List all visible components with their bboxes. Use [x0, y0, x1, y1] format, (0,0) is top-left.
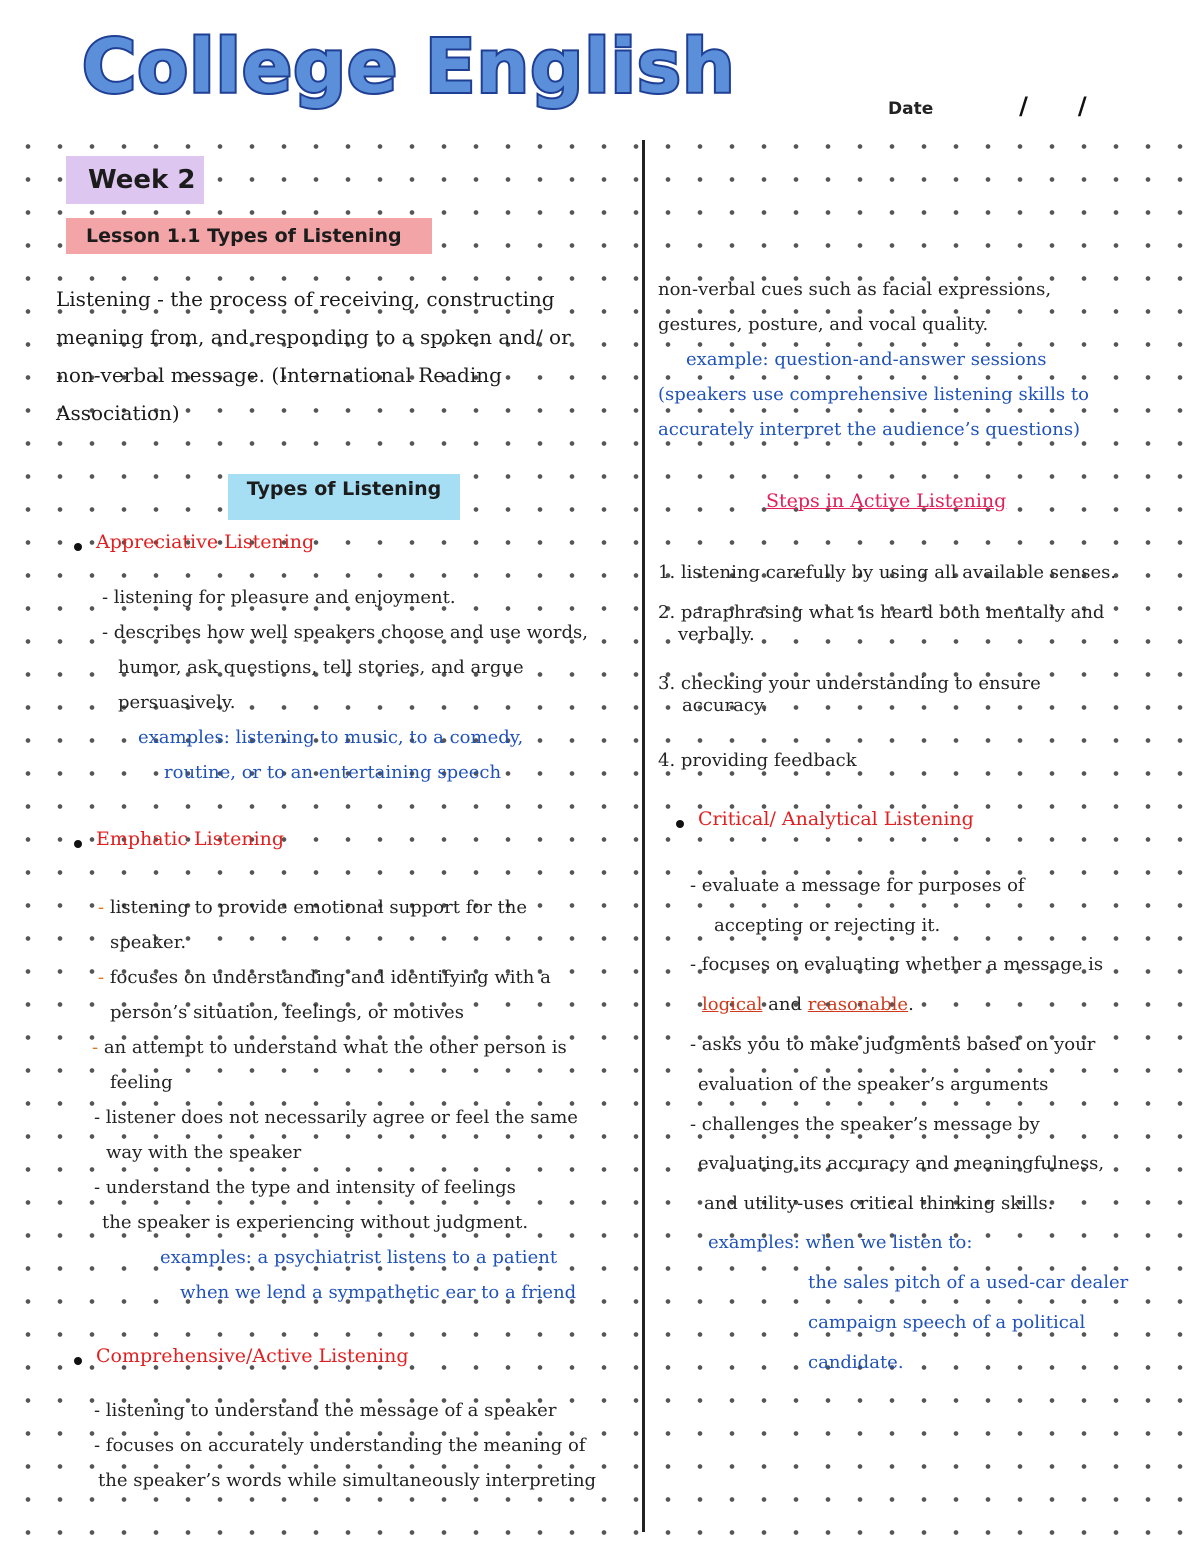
critical-heading: Critical/ Analytical Listening — [698, 808, 974, 830]
appreciative-line: - describes how well speakers choose and use words, — [102, 622, 588, 643]
definition-line: Association) — [56, 401, 180, 425]
reasonable-word: reasonable — [807, 994, 909, 1015]
appreciative-line: humor, ask questions, tell stories, and argue — [118, 657, 524, 678]
step-item — [658, 602, 1104, 646]
page-title: College English — [82, 24, 736, 110]
column-divider — [642, 140, 645, 1532]
step-line: accuracy. — [682, 695, 768, 716]
critical-line: - focuses on evaluating whether a message is — [690, 954, 1104, 975]
continued-line: gestures, posture, and vocal quality. — [658, 314, 989, 335]
step-item: 4. providing feedback — [658, 750, 857, 771]
step-line: 2. paraphrasing what is heard both mentally and — [658, 602, 1105, 623]
emphatic-line: way with the speaker — [106, 1142, 302, 1163]
critical-line: and utility-uses critical thinking skills. — [704, 1193, 1054, 1214]
comprehensive-line: - listening to understand the message of a speaker — [94, 1400, 557, 1421]
emphatic-heading: Emphatic Listening — [96, 828, 285, 850]
emphatic-line: - understand the type and intensity of feelings — [94, 1177, 516, 1198]
emphatic-line: person’s situation, feelings, or motives — [110, 1002, 464, 1023]
types-of-listening-heading: Types of Listening — [228, 474, 460, 520]
appreciative-heading: Appreciative Listening — [96, 531, 315, 553]
critical-line — [702, 987, 914, 1022]
appreciative-line: persuasively. — [118, 692, 236, 713]
critical-line: - challenges the speaker’s message by — [690, 1114, 1040, 1135]
comprehensive-line: - focuses on accurately understanding the meaning of — [94, 1435, 586, 1456]
orange-dash: - — [92, 1037, 99, 1058]
emphatic-line: feeling — [110, 1072, 173, 1093]
critical-examples-label: examples: when we listen to: — [708, 1232, 973, 1253]
emphatic-example: when we lend a sympathetic ear to a friend — [180, 1282, 577, 1303]
emphatic-line: - listener does not necessarily agree or feel the same — [94, 1107, 578, 1128]
emphatic-text: focuses on understanding and identifying with a — [109, 967, 551, 988]
and-word: and — [762, 994, 808, 1015]
orange-dash: - — [98, 897, 105, 918]
comprehensive-heading: Comprehensive/Active Listening — [96, 1345, 409, 1367]
critical-line: accepting or rejecting it. — [714, 915, 941, 936]
date-field — [888, 92, 1087, 120]
emphatic-line: speaker. — [110, 932, 187, 953]
period: . — [908, 994, 914, 1015]
emphatic-line — [98, 890, 527, 925]
bullet-icon — [74, 1357, 82, 1365]
date-separator: / — [1019, 92, 1028, 120]
critical-line: evaluation of the speaker’s arguments — [698, 1074, 1049, 1095]
orange-dash: - — [98, 967, 105, 988]
bullet-icon — [676, 820, 684, 828]
critical-line: - evaluate a message for purposes of — [690, 875, 1025, 896]
steps-heading: Steps in Active Listening — [766, 490, 1007, 512]
critical-line: evaluating its accuracy and meaningfulness, — [698, 1153, 1105, 1174]
appreciative-line: - listening for pleasure and enjoyment. — [102, 587, 456, 608]
definition-line: meaning from, and responding to a spoken and/ or — [56, 325, 571, 349]
critical-example: candidate. — [808, 1352, 904, 1373]
bullet-icon — [74, 543, 82, 551]
continued-line: non-verbal cues such as facial expressions, — [658, 279, 1052, 300]
emphatic-line — [92, 1030, 567, 1065]
appreciative-example: examples: listening to music, to a comedy, — [138, 727, 524, 748]
emphatic-text: an attempt to understand what the other person is — [103, 1037, 567, 1058]
critical-example: the sales pitch of a used-car dealer — [808, 1272, 1129, 1293]
bullet-icon — [74, 840, 82, 848]
step-item: 1. listening carefully by using all available senses. — [658, 562, 1117, 583]
lesson-label: Lesson 1.1 Types of Listening — [66, 218, 432, 254]
critical-example: campaign speech of a political — [808, 1312, 1086, 1333]
appreciative-example: routine, or to an entertaining speech — [164, 762, 502, 783]
step-line: verbally. — [678, 624, 755, 645]
step-line: 3. checking your understanding to ensure — [658, 673, 1041, 694]
emphatic-line: the speaker is experiencing without judgment. — [102, 1212, 529, 1233]
comprehensive-example: example: question-and-answer sessions — [686, 349, 1047, 370]
week-label: Week 2 — [66, 156, 204, 204]
emphatic-text: listening to provide emotional support for the — [109, 897, 527, 918]
step-item — [658, 673, 1041, 717]
critical-line: - asks you to make judgments based on your — [690, 1034, 1096, 1055]
date-separator: / — [1077, 92, 1087, 120]
comprehensive-example: (speakers use comprehensive listening skills to — [658, 384, 1089, 405]
date-label: Date — [888, 99, 934, 119]
definition-line: non-verbal message. (International Reading — [56, 363, 502, 387]
emphatic-line — [98, 960, 551, 995]
comprehensive-line: the speaker’s words while simultaneously interpreting — [98, 1470, 597, 1491]
logical-word: logical — [702, 994, 763, 1015]
emphatic-example: examples: a psychiatrist listens to a patient — [160, 1247, 558, 1268]
comprehensive-example: accurately interpret the audience’s questions) — [658, 419, 1081, 440]
definition-block — [56, 280, 571, 432]
definition-line: Listening - the process of receiving, constructing — [56, 287, 555, 311]
